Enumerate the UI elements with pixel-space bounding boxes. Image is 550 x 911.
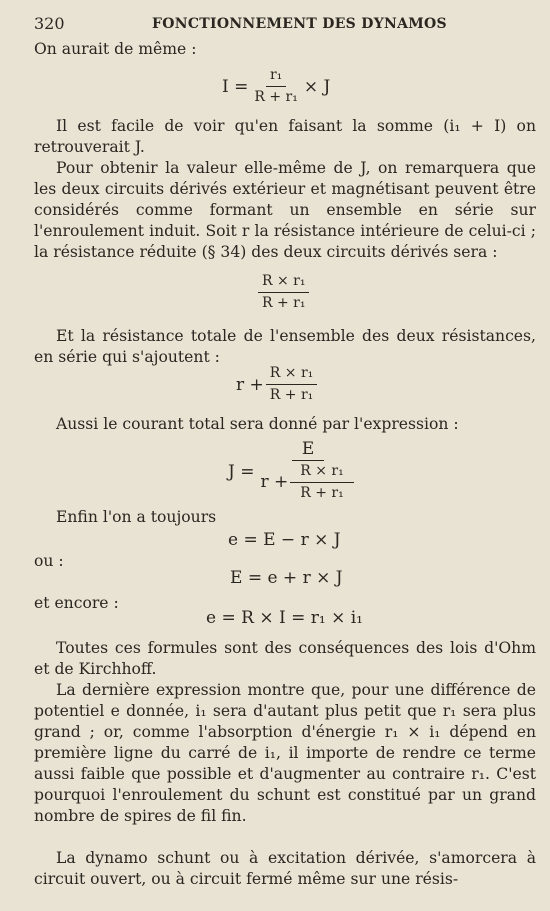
page-number: 320 [34, 14, 65, 33]
fraction-denominator: R + r₁ [254, 89, 298, 105]
paragraph-shunt-winding: La dernière expression montre que, pour une différence de potentiel e donnée, i₁ sera d'autant plus petit que r₁ sera plus grand ; or, comme l'absorption d'énergie r₁ × i₁ dépend en première ligne du carré de i₁, il importe de rendre ce terme aussi faible que possible et d'augmenter au contraire r₁. C'est pourquoi l'enroulement du schunt est constitué par un grand nombre de spires de fil fin. [34, 681, 536, 825]
enfin-label: Enfin l'on a toujours [56, 508, 217, 526]
paragraph-shunt-dynamo: La dynamo schunt ou à excitation dérivée, s'amorcera à circuit ouvert, ou à circuit fermé même sur une résis- [34, 849, 536, 888]
formula-total-resistance [236, 364, 319, 405]
formula-reduced-resistance [256, 272, 311, 313]
running-title: FONCTIONNEMENT DES DYNAMOS [152, 16, 447, 32]
fraction-numerator: E [292, 440, 324, 461]
fraction-denominator: R + r₁ [269, 387, 314, 403]
formula-lhs: J = [228, 461, 255, 482]
formula-lhs: I = [222, 76, 249, 97]
fraction-denominator [256, 461, 359, 503]
formula-current-j [228, 440, 362, 503]
inner-denominator: R + r₁ [300, 485, 344, 501]
formula-emf: e = E − r × J [228, 530, 341, 550]
fraction-numerator: R × r₁ [266, 364, 317, 385]
fraction [256, 440, 359, 503]
fraction-numerator: R × r₁ [258, 272, 309, 293]
fraction [266, 364, 317, 405]
fraction-denominator: R + r₁ [262, 295, 306, 311]
intro-label: On aurait de même : [34, 40, 197, 58]
formula-total-emf: E = e + r × J [230, 568, 343, 588]
formula-potential: e = R × I = r₁ × i₁ [206, 608, 363, 628]
denominator-prefix: r + [260, 472, 289, 492]
page-header [34, 14, 520, 36]
fraction [250, 66, 301, 107]
fraction-numerator: r₁ [266, 66, 286, 87]
inner-numerator: R × r₁ [290, 462, 353, 483]
inner-fraction [290, 462, 353, 503]
paragraph-resistance: Pour obtenir la valeur elle-même de J, on remarquera que les deux circuits dérivés extérieur et magnétisant peuvent être considérés comme formant un ensemble en série sur l'enroulement induit. Soit r la résistance intérieure de celui-ci ; la résistance réduite (§ 34) des deux circuits dérivés sera : [34, 159, 536, 261]
paragraph-total-current: Aussi le courant total sera donné par l'expression : [56, 415, 459, 433]
paragraph-total-resistance: Et la résistance totale de l'ensemble des deux résistances, en série qui s'ajoutent : [34, 327, 536, 366]
encore-label: et encore : [34, 594, 119, 612]
paragraph-laws: Toutes ces formules sont des conséquences des lois d'Ohm et de Kirchhoff. [34, 639, 536, 678]
formula-current-i [222, 66, 330, 107]
fraction [258, 272, 309, 313]
formula-prefix: r + [236, 374, 264, 395]
formula-rhs: × J [303, 76, 331, 97]
paragraph-sum: Il est facile de voir qu'en faisant la somme (i₁ + I) on retrouverait J. [34, 117, 536, 156]
ou-label: ou : [34, 552, 64, 570]
